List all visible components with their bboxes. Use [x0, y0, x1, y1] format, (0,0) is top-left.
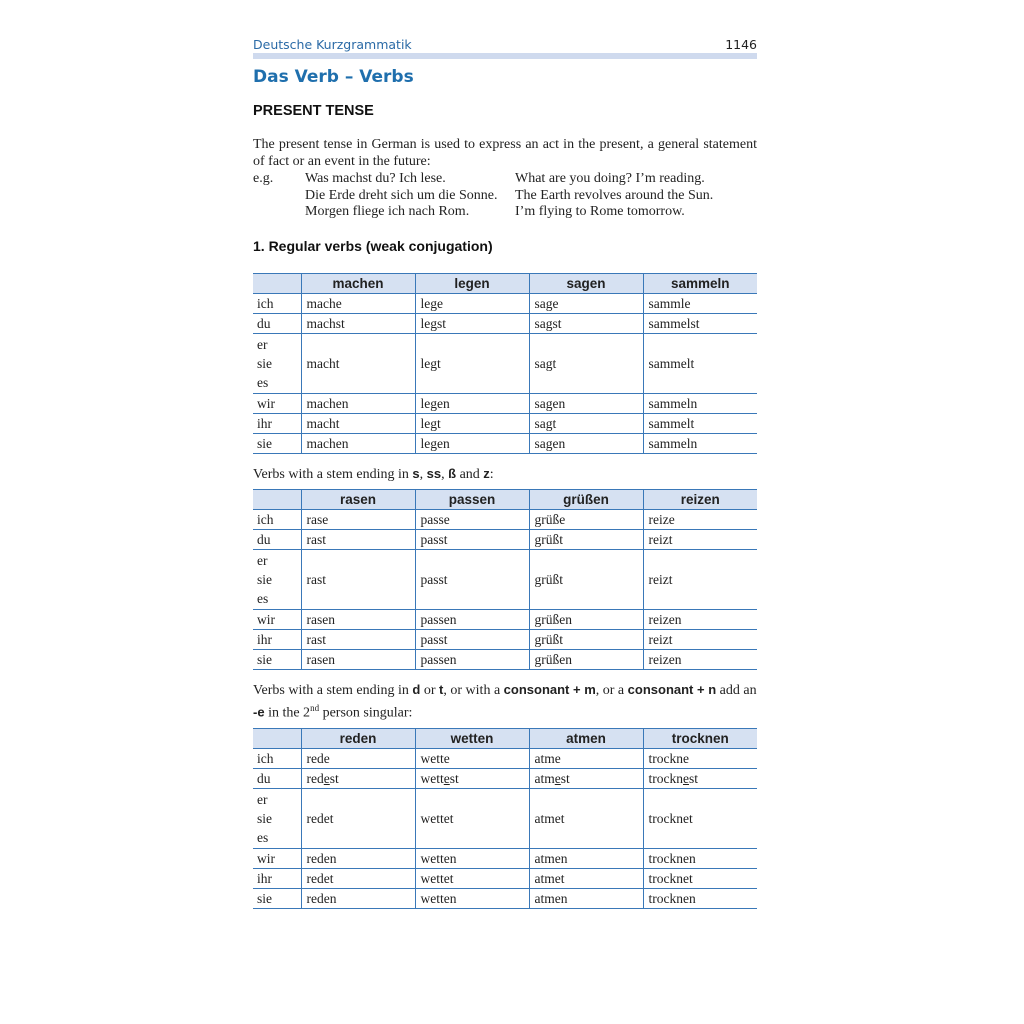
- verb-form-cell: sagst: [529, 313, 643, 333]
- verb-form-cell: atmest: [529, 768, 643, 788]
- table-row: [253, 630, 757, 650]
- verb-form-cell: machst: [301, 313, 415, 333]
- table-row: [253, 610, 757, 630]
- examples: [253, 171, 757, 221]
- verb-form-cell: reizt: [643, 550, 757, 610]
- verb-form-cell: macht: [301, 413, 415, 433]
- section-title: PRESENT TENSE: [253, 103, 374, 119]
- verb-form-cell: reizen: [643, 610, 757, 630]
- verb-form-cell: sage: [529, 293, 643, 313]
- pronoun-cell: ihr: [253, 868, 301, 888]
- pronoun-cell: wir: [253, 393, 301, 413]
- verb-form-cell: redet: [301, 868, 415, 888]
- pronoun-cell: wir: [253, 610, 301, 630]
- verb-form-cell: legt: [415, 413, 529, 433]
- verb-form-cell: legst: [415, 313, 529, 333]
- page-number: 1146: [725, 37, 757, 52]
- table-row: [253, 650, 757, 670]
- book-title: Deutsche Kurzgrammatik: [253, 37, 412, 52]
- verb-form-cell: sammelt: [643, 333, 757, 393]
- example-row: [253, 204, 757, 221]
- running-header: [253, 30, 757, 52]
- verb-form-cell: wettet: [415, 788, 529, 848]
- verb-form-cell: sammeln: [643, 433, 757, 453]
- pronoun-sie: sie: [257, 355, 272, 371]
- verb-form-cell: passt: [415, 550, 529, 610]
- pronoun-cell: wir: [253, 848, 301, 868]
- table-row: [253, 293, 757, 313]
- verb-form-cell: rast: [301, 550, 415, 610]
- verb-form-cell: redest: [301, 768, 415, 788]
- verb-form-cell: atme: [529, 748, 643, 768]
- table-row: [253, 333, 757, 393]
- verb-form-cell: legt: [415, 333, 529, 393]
- example-german: Die Erde dreht sich um die Sonne.: [305, 187, 498, 203]
- verb-form-cell: wette: [415, 748, 529, 768]
- verb-form-cell: trockne: [643, 748, 757, 768]
- pronoun-er: er: [257, 791, 268, 807]
- column-header: passen: [415, 490, 529, 510]
- verb-form-cell: passt: [415, 530, 529, 550]
- verb-form-cell: mache: [301, 293, 415, 313]
- table-header-row: [253, 728, 757, 748]
- pronoun-sie: sie: [257, 810, 272, 826]
- verb-form-cell: rasen: [301, 610, 415, 630]
- table-row: [253, 393, 757, 413]
- verb-form-cell: machen: [301, 433, 415, 453]
- table-row: [253, 888, 757, 908]
- verb-form-cell: reizen: [643, 650, 757, 670]
- verb-form-cell: sagt: [529, 413, 643, 433]
- verb-form-cell: grüßt: [529, 530, 643, 550]
- verb-form-cell: sagen: [529, 393, 643, 413]
- column-header: sagen: [529, 273, 643, 293]
- pronoun-er: er: [257, 553, 268, 568]
- verb-form-cell: sagt: [529, 333, 643, 393]
- pronoun-cell: sie: [253, 650, 301, 670]
- table-header-row: [253, 490, 757, 510]
- header-rule: [253, 53, 757, 59]
- table-row: [253, 313, 757, 333]
- verb-form-cell: grüßen: [529, 610, 643, 630]
- pronoun-cell: du: [253, 530, 301, 550]
- conjugation-table-regular: [253, 273, 757, 454]
- verb-form-cell: reden: [301, 848, 415, 868]
- table-header-row: [253, 273, 757, 293]
- verb-form-cell: passen: [415, 610, 529, 630]
- verb-form-cell: passen: [415, 650, 529, 670]
- table-row: [253, 433, 757, 453]
- column-header: sammeln: [643, 273, 757, 293]
- verb-form-cell: redet: [301, 788, 415, 848]
- conjugation-table-e-insertion: [253, 728, 757, 909]
- verb-form-cell: rase: [301, 510, 415, 530]
- pronoun-es: es: [257, 829, 269, 845]
- page: [253, 30, 757, 909]
- pronoun-cell: ich: [253, 293, 301, 313]
- column-header: wetten: [415, 728, 529, 748]
- verb-form-cell: trocknen: [643, 888, 757, 908]
- verb-form-cell: grüßt: [529, 550, 643, 610]
- pronoun-cell: [253, 333, 301, 393]
- verb-form-cell: atmet: [529, 788, 643, 848]
- pronoun-cell: ich: [253, 748, 301, 768]
- verb-form-cell: legen: [415, 433, 529, 453]
- verb-form-cell: reizt: [643, 530, 757, 550]
- example-german: Was machst du? Ich lese.: [305, 171, 446, 186]
- verb-form-cell: wetten: [415, 848, 529, 868]
- verb-form-cell: reize: [643, 510, 757, 530]
- example-german: Morgen fliege ich nach Rom.: [305, 204, 470, 219]
- verb-form-cell: atmen: [529, 848, 643, 868]
- example-row: [253, 171, 757, 188]
- verb-form-cell: reizt: [643, 630, 757, 650]
- pronoun-er: er: [257, 336, 268, 352]
- column-header: legen: [415, 273, 529, 293]
- pronoun-es: es: [257, 591, 269, 606]
- verb-form-cell: wettet: [415, 868, 529, 888]
- verb-form-cell: atmet: [529, 868, 643, 888]
- column-header: atmen: [529, 728, 643, 748]
- verb-form-cell: reden: [301, 888, 415, 908]
- example-row: [253, 188, 757, 205]
- pronoun-cell: [253, 788, 301, 848]
- verb-form-cell: sammelst: [643, 313, 757, 333]
- verb-form-cell: wettest: [415, 768, 529, 788]
- example-english: I’m flying to Rome tomorrow.: [515, 204, 685, 219]
- table-row: [253, 768, 757, 788]
- verb-form-cell: rast: [301, 530, 415, 550]
- table-row: [253, 748, 757, 768]
- verb-form-cell: lege: [415, 293, 529, 313]
- verb-form-cell: sagen: [529, 433, 643, 453]
- verb-form-cell: trocknet: [643, 788, 757, 848]
- verb-form-cell: atmen: [529, 888, 643, 908]
- pronoun-cell: sie: [253, 433, 301, 453]
- table-row: [253, 413, 757, 433]
- note-stem-d-t-consonant: Verbs with a stem ending in d or t, or with a consonant + m, or a consonant + n add an -e in the 2nd person singular:: [253, 682, 757, 721]
- column-header: machen: [301, 273, 415, 293]
- note-stem-s-ss-sz-z: Verbs with a stem ending in s, ss, ß and z:: [253, 465, 494, 482]
- verb-form-cell: trocknet: [643, 868, 757, 888]
- verb-form-cell: sammelt: [643, 413, 757, 433]
- example-english: The Earth revolves around the Sun.: [515, 187, 714, 203]
- verb-form-cell: passt: [415, 630, 529, 650]
- pronoun-cell: ihr: [253, 630, 301, 650]
- column-header: reden: [301, 728, 415, 748]
- table-row: [253, 788, 757, 848]
- example-english: What are you doing? I’m reading.: [515, 171, 705, 186]
- verb-form-cell: legen: [415, 393, 529, 413]
- verb-form-cell: rasen: [301, 650, 415, 670]
- verb-form-cell: rede: [301, 748, 415, 768]
- verb-form-cell: trocknest: [643, 768, 757, 788]
- table-row: [253, 848, 757, 868]
- verb-form-cell: passe: [415, 510, 529, 530]
- pronoun-cell: ihr: [253, 413, 301, 433]
- verb-form-cell: grüße: [529, 510, 643, 530]
- column-header: rasen: [301, 490, 415, 510]
- pronoun-cell: du: [253, 313, 301, 333]
- verb-form-cell: sammeln: [643, 393, 757, 413]
- verb-form-cell: macht: [301, 333, 415, 393]
- pronoun-cell: ich: [253, 510, 301, 530]
- verb-form-cell: wetten: [415, 888, 529, 908]
- table-row: [253, 550, 757, 610]
- pronoun-cell: [253, 550, 301, 610]
- pronoun-cell: sie: [253, 888, 301, 908]
- table-row: [253, 530, 757, 550]
- pronoun-es: es: [257, 374, 269, 390]
- verb-form-cell: sammle: [643, 293, 757, 313]
- verb-form-cell: trocknen: [643, 848, 757, 868]
- subsection-title: 1. Regular verbs (weak conjugation): [253, 237, 493, 254]
- example-label: e.g.: [253, 171, 274, 186]
- column-header: grüßen: [529, 490, 643, 510]
- table-row: [253, 868, 757, 888]
- verb-form-cell: rast: [301, 630, 415, 650]
- column-header: reizen: [643, 490, 757, 510]
- table-row: [253, 510, 757, 530]
- conjugation-table-sibilant-stems: [253, 489, 757, 670]
- verb-form-cell: machen: [301, 393, 415, 413]
- verb-form-cell: grüßen: [529, 650, 643, 670]
- pronoun-sie: sie: [257, 572, 272, 587]
- intro-paragraph: The present tense in German is used to express an act in the present, a general statement of fact or an event in the future:: [253, 137, 757, 169]
- pronoun-cell: du: [253, 768, 301, 788]
- chapter-title: Das Verb – Verbs: [253, 67, 414, 87]
- verb-form-cell: grüßt: [529, 630, 643, 650]
- column-header: trocknen: [643, 728, 757, 748]
